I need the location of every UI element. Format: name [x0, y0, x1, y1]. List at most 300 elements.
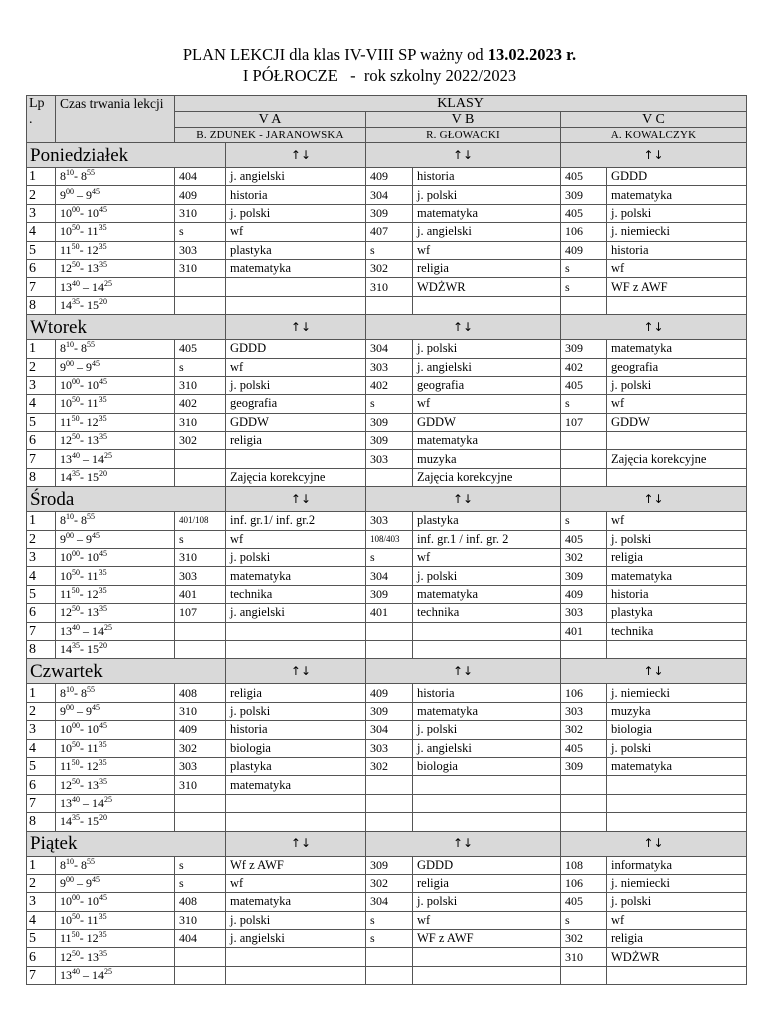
lesson-time: [56, 702, 175, 720]
subject-name: j. polski: [607, 204, 747, 222]
time-start-hour: 10: [60, 396, 72, 411]
subject-name: j. polski: [607, 530, 747, 548]
subject-name: religia: [226, 432, 366, 450]
subject-name: religia: [226, 684, 366, 702]
room-number: 302: [366, 874, 413, 892]
subject-name: matematyka: [607, 567, 747, 585]
time-separator: -: [80, 894, 87, 909]
subject-name: GDDW: [607, 413, 747, 431]
subject-name: Wf z AWF: [226, 856, 366, 874]
lesson-row: [27, 468, 747, 486]
room-number: 107: [561, 413, 607, 431]
time-end-min: 55: [87, 512, 95, 522]
time-start-min: 40: [72, 450, 80, 460]
lesson-row: [27, 358, 747, 376]
subject-name: plastyka: [607, 604, 747, 622]
subject-name: GDDD: [226, 340, 366, 358]
time-start-hour: 10: [60, 894, 72, 909]
arrows-icon: ↑↓: [561, 659, 747, 684]
lesson-time: [56, 622, 175, 640]
room-number: 405: [561, 376, 607, 394]
subject-name: [413, 640, 561, 658]
subject-name: wf: [413, 241, 561, 259]
subject-name: WF z AWF: [607, 278, 747, 296]
time-start-min: 40: [72, 967, 80, 977]
room-number: s: [366, 395, 413, 413]
room-number: 304: [366, 340, 413, 358]
lesson-number: 2: [27, 358, 56, 376]
subject-name: wf: [226, 358, 366, 376]
lp-header-label: Lp: [29, 96, 45, 111]
subject-name: wf: [607, 259, 747, 277]
day-header-row: [27, 315, 747, 340]
lesson-row: [27, 168, 747, 186]
room-number: 303: [366, 358, 413, 376]
time-start-min: 35: [72, 469, 80, 479]
subject-name: inf. gr.1/ inf. gr.2: [226, 512, 366, 530]
lesson-number: 2: [27, 874, 56, 892]
subject-name: Zajęcia korekcyjne: [226, 468, 366, 486]
room-number: 310: [175, 204, 226, 222]
room-number: 310: [175, 911, 226, 929]
time-separator: -: [80, 261, 87, 276]
time-end-hour: 10: [87, 894, 99, 909]
room-number: 302: [366, 259, 413, 277]
time-end-hour: 12: [86, 242, 99, 257]
day-header-row: [27, 831, 747, 856]
time-end-hour: 10: [87, 550, 99, 565]
lesson-number: 4: [27, 739, 56, 757]
time-end-min: 35: [98, 223, 107, 233]
lesson-row: [27, 567, 747, 585]
room-number: [561, 450, 607, 468]
time-end-min: 45: [92, 186, 100, 196]
time-start-hour: 10: [60, 568, 72, 583]
schedule-table: [26, 95, 747, 985]
lesson-row: [27, 241, 747, 259]
lesson-time: [56, 549, 175, 567]
lesson-row: [27, 585, 747, 603]
subject-name: wf: [413, 549, 561, 567]
time-header: Czas trwania lekcji: [56, 96, 175, 143]
time-end-min: 25: [104, 278, 112, 288]
lesson-time: [56, 911, 175, 929]
time-start-min: 50: [71, 413, 80, 423]
subject-name: wf: [607, 395, 747, 413]
room-number: 108: [561, 856, 607, 874]
lesson-row: [27, 223, 747, 241]
subject-name: religia: [413, 874, 561, 892]
time-end-hour: 15: [87, 642, 99, 657]
room-number: 303: [561, 702, 607, 720]
time-start-hour: 10: [60, 912, 72, 927]
lesson-number: 2: [27, 702, 56, 720]
subject-name: [226, 813, 366, 831]
time-start-min: 00: [72, 893, 80, 903]
subject-name: biologia: [226, 739, 366, 757]
subject-name: historia: [607, 585, 747, 603]
class-teacher-vc: A. KOWALCZYK: [561, 128, 747, 143]
lesson-number: 1: [27, 684, 56, 702]
subject-name: [413, 813, 561, 831]
time-separator: -: [80, 912, 87, 927]
room-number: 409: [366, 684, 413, 702]
day-header-row: [27, 487, 747, 512]
time-start-min: 00: [72, 377, 80, 387]
lesson-row: [27, 204, 747, 222]
time-separator: -: [80, 777, 87, 792]
time-start-min: 50: [72, 739, 80, 749]
room-number: 309: [366, 702, 413, 720]
room-number: [175, 296, 226, 314]
subject-name: Zajęcia korekcyjne: [607, 450, 747, 468]
room-number: [175, 948, 226, 966]
room-number: s: [561, 259, 607, 277]
time-end-hour: 13: [87, 949, 99, 964]
time-separator: -: [79, 414, 87, 429]
room-number: 106: [561, 223, 607, 241]
room-number: 303: [366, 739, 413, 757]
time-start-min: 40: [72, 622, 80, 632]
lesson-time: [56, 776, 175, 794]
room-number: s: [366, 549, 413, 567]
subject-name: [226, 296, 366, 314]
lesson-time: [56, 813, 175, 831]
time-end-min: 35: [99, 432, 107, 442]
time-end-min: 35: [98, 930, 107, 940]
time-separator: -: [80, 740, 87, 755]
lesson-row: [27, 776, 747, 794]
room-number: [366, 468, 413, 486]
lesson-number: 5: [27, 241, 56, 259]
room-number: 310: [175, 702, 226, 720]
subject-name: [607, 640, 747, 658]
time-end-min: 35: [98, 241, 107, 251]
room-number: [366, 813, 413, 831]
room-number: 302: [561, 930, 607, 948]
time-end-hour: 11: [87, 224, 99, 239]
lesson-time: [56, 684, 175, 702]
time-end-hour: 8: [81, 685, 87, 700]
room-number: [366, 296, 413, 314]
time-start-hour: 14: [60, 642, 72, 657]
lesson-number: 2: [27, 186, 56, 204]
lesson-row: [27, 893, 747, 911]
time-separator: –: [80, 451, 92, 466]
title-prefix: PLAN LEKCJI dla klas IV-VIII SP ważny od: [182, 45, 488, 64]
lesson-row: [27, 432, 747, 450]
lesson-time: [56, 640, 175, 658]
subject-name: j. polski: [413, 186, 561, 204]
subject-name: matematyka: [226, 776, 366, 794]
room-number: 309: [561, 567, 607, 585]
time-separator: -: [80, 568, 87, 583]
time-end-min: 25: [104, 450, 112, 460]
subject-name: j. angielski: [413, 739, 561, 757]
arrows-icon: ↑↓: [561, 487, 747, 512]
lp-header-dot: .: [29, 112, 33, 127]
room-number: s: [366, 930, 413, 948]
lesson-number: 4: [27, 395, 56, 413]
lesson-number: 8: [27, 813, 56, 831]
arrows-icon: ↑↓: [226, 143, 366, 168]
subject-name: j. angielski: [226, 930, 366, 948]
room-number: [561, 432, 607, 450]
lesson-row: [27, 278, 747, 296]
time-separator: -: [80, 396, 87, 411]
lesson-time: [56, 966, 175, 984]
lesson-time: [56, 794, 175, 812]
time-end-min: 45: [99, 893, 107, 903]
lesson-row: [27, 813, 747, 831]
room-number: [175, 966, 226, 984]
time-start-min: 35: [72, 641, 80, 651]
arrows-icon: ↑↓: [561, 143, 747, 168]
subject-name: j. polski: [413, 340, 561, 358]
table-body: [27, 143, 747, 985]
subject-name: matematyka: [413, 702, 561, 720]
time-end-min: 35: [98, 739, 107, 749]
room-number: s: [366, 241, 413, 259]
room-number: s: [175, 223, 226, 241]
arrows-icon: ↑↓: [226, 487, 366, 512]
time-end-min: 35: [99, 260, 107, 270]
room-number: [175, 622, 226, 640]
time-end-hour: 14: [92, 451, 104, 466]
room-number: 409: [366, 168, 413, 186]
time-end-min: 20: [99, 296, 107, 306]
time-separator: –: [80, 795, 92, 810]
subject-name: matematyka: [607, 757, 747, 775]
time-start-min: 50: [71, 586, 80, 595]
lesson-time: [56, 358, 175, 376]
time-start-min: 00: [72, 549, 80, 559]
time-end-hour: 11: [87, 568, 99, 583]
room-number: 404: [175, 168, 226, 186]
subject-name: j. angielski: [413, 358, 561, 376]
lesson-row: [27, 186, 747, 204]
subject-name: [226, 640, 366, 658]
lesson-row: [27, 739, 747, 757]
lesson-row: [27, 340, 747, 358]
room-number: s: [175, 358, 226, 376]
lesson-row: [27, 684, 747, 702]
time-end-min: 55: [87, 856, 95, 866]
room-number: 310: [366, 278, 413, 296]
time-start-hour: 10: [60, 224, 72, 239]
room-number: 303: [175, 241, 226, 259]
time-end-hour: 8: [81, 513, 87, 528]
lesson-time: [56, 739, 175, 757]
subject-name: j. polski: [226, 911, 366, 929]
time-end-min: 25: [104, 794, 112, 804]
room-number: 310: [175, 549, 226, 567]
lesson-time: [56, 530, 175, 548]
time-separator: -: [80, 642, 87, 657]
subject-name: GDDD: [607, 168, 747, 186]
class-name-va: V A: [175, 112, 366, 128]
subject-name: j. angielski: [226, 604, 366, 622]
time-start-min: 50: [72, 223, 80, 233]
lesson-time: [56, 296, 175, 314]
time-end-min: 45: [92, 530, 100, 540]
time-start-hour: 8: [60, 169, 66, 184]
subject-name: technika: [226, 585, 366, 603]
subject-name: WF z AWF: [413, 930, 561, 948]
room-number: 303: [366, 512, 413, 530]
time-end-min: 45: [92, 702, 100, 712]
subject-name: j. polski: [226, 549, 366, 567]
room-number: [561, 776, 607, 794]
time-start-hour: 11: [60, 759, 72, 774]
time-start-hour: 12: [60, 777, 72, 792]
arrows-icon: ↑↓: [366, 659, 561, 684]
subject-name: [226, 450, 366, 468]
subject-name: j. polski: [413, 721, 561, 739]
lesson-number: 6: [27, 776, 56, 794]
room-number: 408: [175, 684, 226, 702]
room-number: 409: [175, 186, 226, 204]
subject-name: GDDD: [413, 856, 561, 874]
room-number: 409: [561, 241, 607, 259]
subject-name: j. niemiecki: [607, 874, 747, 892]
room-number: 401: [561, 622, 607, 640]
subject-name: [607, 432, 747, 450]
arrows-icon: ↑↓: [226, 659, 366, 684]
room-number: 310: [561, 948, 607, 966]
subject-name: [607, 296, 747, 314]
room-number: 303: [175, 757, 226, 775]
time-start-min: 10: [66, 684, 74, 694]
room-number: [561, 640, 607, 658]
subject-name: j. angielski: [226, 168, 366, 186]
lesson-number: 3: [27, 204, 56, 222]
lesson-row: [27, 530, 747, 548]
arrows-icon: ↑↓: [366, 487, 561, 512]
subject-name: matematyka: [607, 186, 747, 204]
room-number: 106: [561, 874, 607, 892]
lesson-time: [56, 567, 175, 585]
time-start-min: 50: [71, 241, 80, 251]
room-number: 303: [175, 567, 226, 585]
subject-name: biologia: [607, 721, 747, 739]
time-start-min: 50: [72, 948, 80, 958]
subject-name: matematyka: [413, 432, 561, 450]
subject-name: historia: [413, 684, 561, 702]
lesson-row: [27, 413, 747, 431]
time-separator: -: [74, 169, 81, 184]
time-separator: –: [74, 876, 86, 891]
lesson-time: [56, 604, 175, 622]
class-teacher-vb: R. GŁOWACKI: [366, 128, 561, 143]
time-start-min: 10: [66, 340, 74, 350]
lesson-number: 1: [27, 340, 56, 358]
time-start-min: 40: [72, 794, 80, 804]
room-number: 310: [175, 259, 226, 277]
subject-name: GDDW: [226, 413, 366, 431]
time-end-min: 20: [99, 469, 107, 479]
subject-name: religia: [413, 259, 561, 277]
time-end-min: 35: [99, 948, 107, 958]
lesson-time: [56, 512, 175, 530]
time-end-hour: 10: [87, 205, 99, 220]
subject-name: [413, 296, 561, 314]
room-number: s: [561, 395, 607, 413]
day-name: Poniedziałek: [27, 143, 226, 168]
room-number: s: [561, 512, 607, 530]
room-number: 405: [561, 204, 607, 222]
subject-name: [413, 776, 561, 794]
subject-name: wf: [607, 911, 747, 929]
time-end-hour: 11: [87, 396, 99, 411]
room-number: [561, 794, 607, 812]
time-end-min: 45: [99, 721, 107, 731]
time-separator: -: [79, 242, 87, 257]
time-start-hour: 12: [60, 433, 72, 448]
subject-name: wf: [413, 395, 561, 413]
title-line-1: [0, 44, 759, 65]
lesson-time: [56, 585, 175, 603]
classes-header: KLASY: [175, 96, 747, 112]
room-number: 405: [561, 168, 607, 186]
subject-name: j. polski: [226, 204, 366, 222]
room-number: 402: [366, 376, 413, 394]
subject-name: [607, 776, 747, 794]
lesson-row: [27, 512, 747, 530]
time-end-min: 35: [99, 604, 107, 614]
room-number: [366, 622, 413, 640]
time-start-hour: 9: [60, 876, 66, 891]
time-start-min: 35: [72, 813, 80, 823]
lesson-number: 6: [27, 604, 56, 622]
room-number: [175, 450, 226, 468]
subject-name: j. polski: [607, 376, 747, 394]
lesson-time: [56, 721, 175, 739]
subject-name: informatyka: [607, 856, 747, 874]
arrows-icon: ↑↓: [226, 315, 366, 340]
subject-name: religia: [607, 930, 747, 948]
lesson-number: 1: [27, 856, 56, 874]
time-start-min: 50: [72, 776, 80, 786]
room-number: 407: [366, 223, 413, 241]
lesson-time: [56, 930, 175, 948]
subject-name: historia: [226, 186, 366, 204]
subject-name: j. polski: [413, 893, 561, 911]
time-end-hour: 9: [86, 359, 92, 374]
time-end-min: 25: [104, 967, 112, 977]
lesson-number: 3: [27, 893, 56, 911]
time-end-min: 45: [92, 875, 100, 885]
room-number: 304: [366, 186, 413, 204]
time-start-hour: 14: [60, 814, 72, 829]
time-separator: –: [74, 359, 86, 374]
lesson-row: [27, 450, 747, 468]
time-end-min: 20: [99, 813, 107, 823]
time-end-hour: 12: [86, 414, 99, 429]
time-end-hour: 13: [87, 261, 99, 276]
lesson-time: [56, 948, 175, 966]
time-start-min: 50: [72, 911, 80, 921]
time-start-min: 10: [66, 512, 74, 522]
subject-name: [607, 794, 747, 812]
lesson-time: [56, 223, 175, 241]
lesson-number: 7: [27, 966, 56, 984]
subject-name: WDŻWR: [413, 278, 561, 296]
subject-name: technika: [413, 604, 561, 622]
time-end-hour: 15: [87, 470, 99, 485]
time-start-hour: 12: [60, 605, 72, 620]
time-start-hour: 14: [60, 470, 72, 485]
